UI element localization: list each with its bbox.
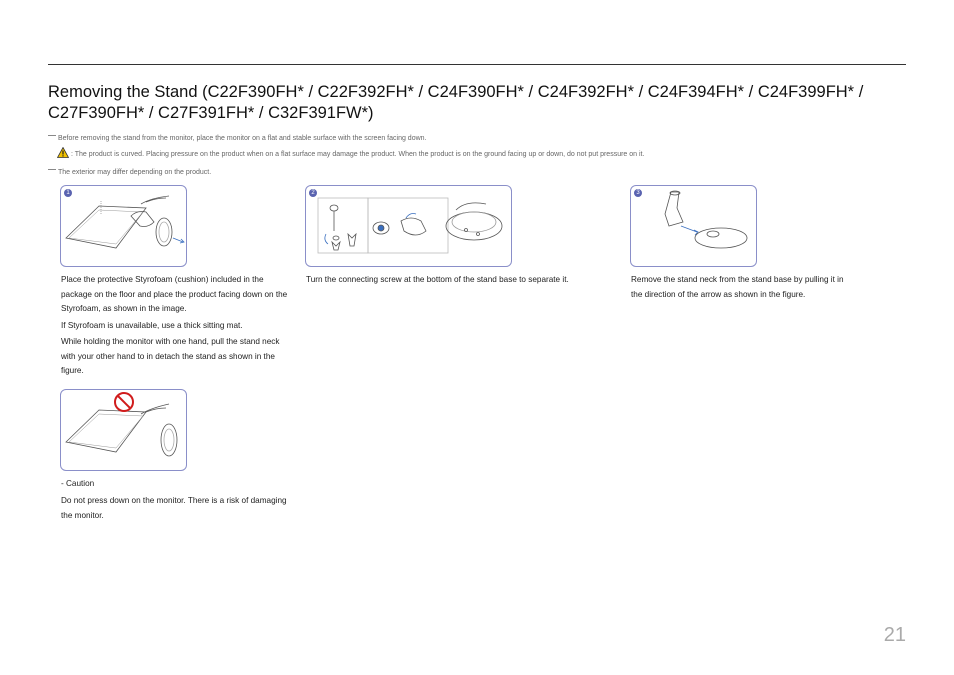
note-before xyxy=(48,134,426,144)
caution-illustration xyxy=(61,390,186,470)
monitor-facedown-illustration xyxy=(61,186,186,266)
page-number: 21 xyxy=(883,624,906,646)
note-dash xyxy=(48,169,56,170)
page-title: Removing the Stand (C22F390FH* / C22F392FH* / C24F390FH* / C24F392FH* / C24F394FH* / C24F399FH* / C27F390FH* / C27F391FH* / C32F391FW*) xyxy=(48,83,864,122)
note-warning xyxy=(57,147,644,160)
warning-icon xyxy=(57,147,69,158)
caution-heading: - Caution xyxy=(61,479,95,488)
step-badge: 3 xyxy=(634,189,642,197)
step-1-paragraph-3: While holding the monitor with one hand, pull the stand neck with your other hand to in detach the stand as shown in the figure. xyxy=(61,337,280,375)
figure-step-2 xyxy=(305,185,512,267)
step-1-paragraph-2: If Styrofoam is unavailable, use a thick sitting mat. xyxy=(61,321,243,330)
note-exterior-text: The exterior may differ depending on the product. xyxy=(58,169,212,176)
stand-neck-removal-illustration xyxy=(631,186,756,266)
step-3-paragraph: Remove the stand neck from the stand base by pulling it in the direction of the arrow as shown in the figure. xyxy=(631,275,844,299)
note-dash xyxy=(48,135,56,136)
note-exterior xyxy=(48,168,211,178)
figure-step-3 xyxy=(630,185,757,267)
prohibit-icon xyxy=(115,393,133,411)
figure-step-1 xyxy=(60,185,187,267)
caution-text: Do not press down on the monitor. There is a risk of damaging the monitor. xyxy=(61,496,287,520)
stand-base-screw-illustration xyxy=(306,186,511,266)
step-badge: 2 xyxy=(309,189,317,197)
note-warning-text: : The product is curved. Placing pressure on the product when on a flat surface may damage the product. When the product is on the ground facing up or down, do not put pressure on it. xyxy=(71,151,645,158)
step-2-paragraph: Turn the connecting screw at the bottom of the stand base to separate it. xyxy=(306,275,569,284)
step-1-paragraph-1: Place the protective Styrofoam (cushion) included in the package on the floor and place the product facing down on the Styrofoam, as shown in the image. xyxy=(61,275,288,313)
note-before-text: Before removing the stand from the monitor, place the monitor on a flat and stable surface with the screen facing down. xyxy=(58,135,427,142)
figure-caution xyxy=(60,389,187,471)
top-rule xyxy=(48,64,906,65)
step-badge: 1 xyxy=(64,189,72,197)
